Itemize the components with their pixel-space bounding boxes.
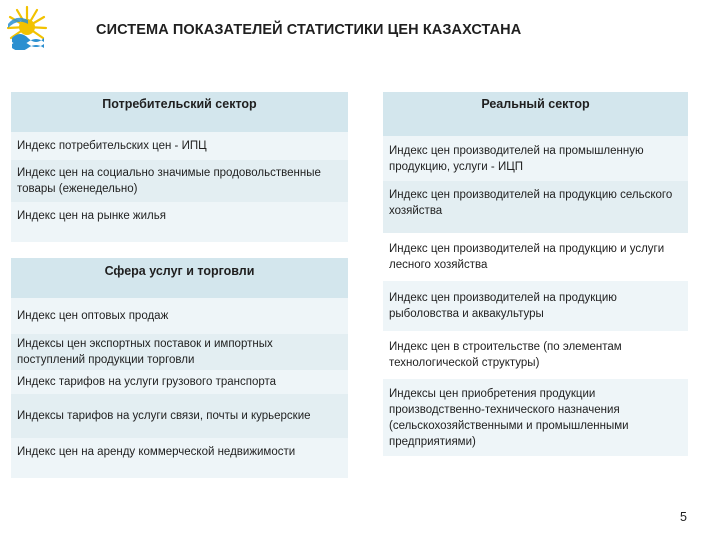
list-item: Индекс цен в строительстве (по элементам технологической структуры) <box>383 331 688 379</box>
consumer-sector-panel <box>11 92 348 242</box>
list-item: Индекс цен на аренду коммерческой недвижимости <box>11 438 348 478</box>
list-item: Индекс цен на рынке жилья <box>11 202 348 242</box>
real-sector-title: Реальный сектор <box>383 92 688 136</box>
real-sector-panel <box>383 92 688 456</box>
list-item: Индекс цен производителей на промышленную продукцию, услуги - ИЦП <box>383 136 688 181</box>
list-item: Индекс цен на социально значимые продовольственные товары (еженедельно) <box>11 160 348 202</box>
list-item: Индекс цен производителей на продукцию и услуги лесного хозяйства <box>383 233 688 281</box>
list-item: Индекс потребительских цен - ИПЦ <box>11 132 348 160</box>
list-item: Индексы цен приобретения продукции производственно-технического назначения (сельскохозяйственными и промышленными предприятиями) <box>383 379 688 456</box>
services-trade-panel <box>11 258 348 478</box>
page-number: 5 <box>680 510 687 524</box>
list-item: Индексы цен экспортных поставок и импортных поступлений продукции торговли <box>11 334 348 370</box>
page-title: СИСТЕМА ПОКАЗАТЕЛЕЙ СТАТИСТИКИ ЦЕН КАЗАХСТАНА <box>96 22 522 38</box>
list-item: Индекс цен производителей на продукцию рыболовства и аквакультуры <box>383 281 688 331</box>
list-item: Индекс тарифов на услуги грузового транспорта <box>11 370 348 394</box>
list-item: Индекс цен производителей на продукцию сельского хозяйства <box>383 181 688 233</box>
list-item: Индекс цен оптовых продаж <box>11 298 348 334</box>
consumer-sector-title: Потребительский сектор <box>11 92 348 132</box>
sun-logo-icon <box>6 4 48 50</box>
services-trade-title: Сфера услуг и торговли <box>11 258 348 298</box>
list-item: Индексы тарифов на услуги связи, почты и курьерские <box>11 394 348 438</box>
